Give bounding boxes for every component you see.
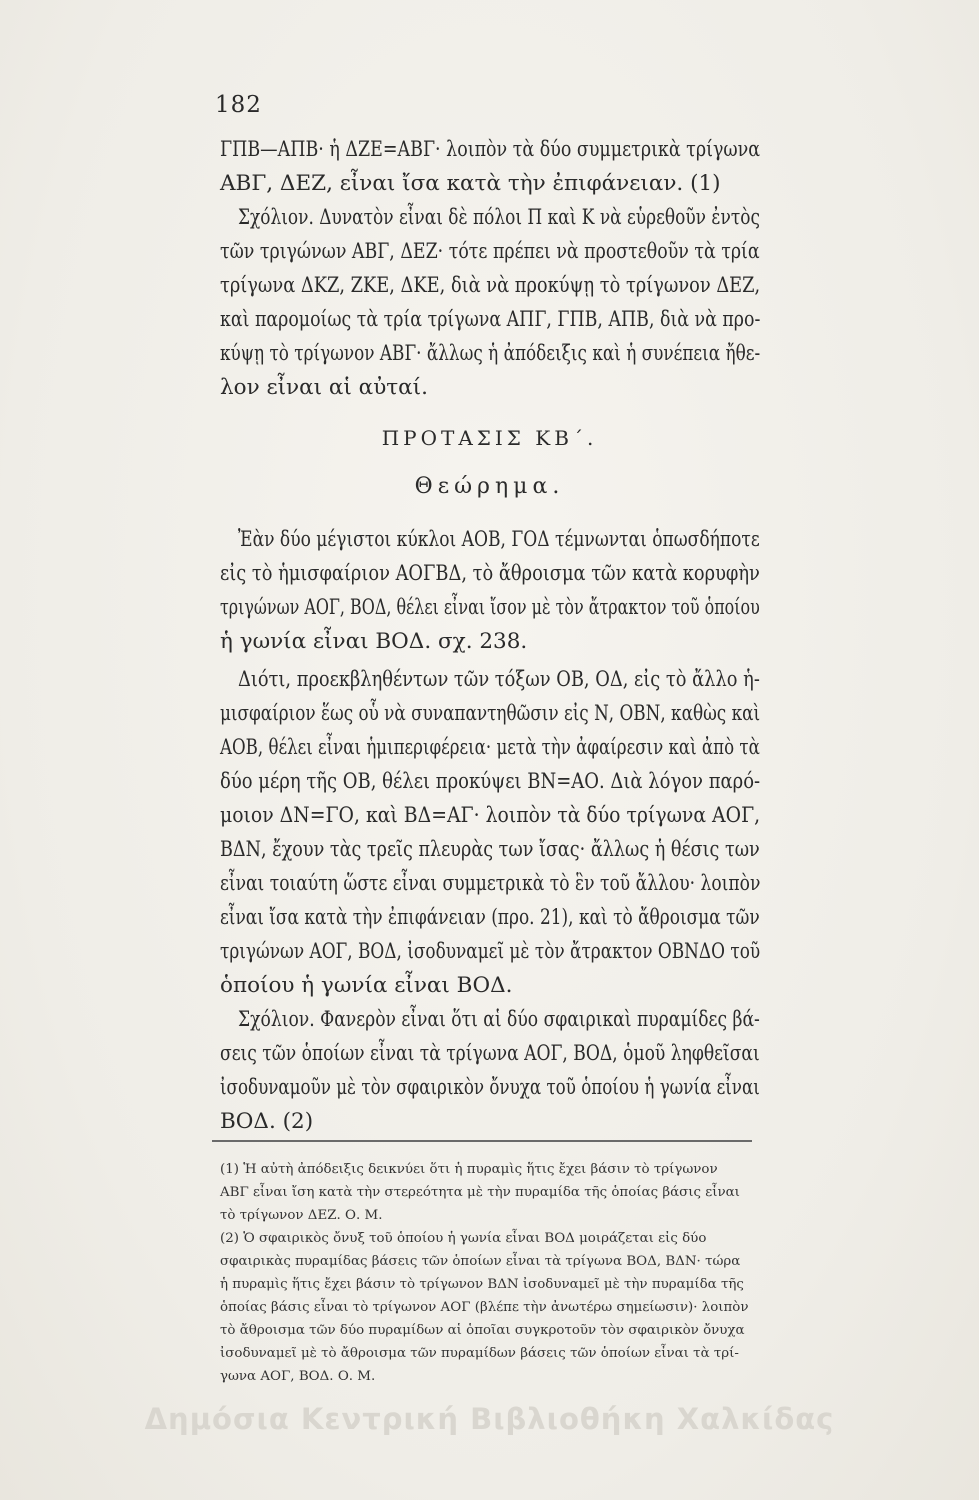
text-line: ΑΒΓ, ΔΕΖ, εἶναι ἴσα κατὰ τὴν ἐπιφάνειαν. (1) — [220, 171, 721, 196]
text-line: κύψῃ τὸ τρίγωνον ΑΒΓ· ἄλλως ἡ ἀπόδειξις καὶ ἡ συνέπεια ἤθε- — [220, 341, 761, 366]
footnote-line: (2) Ὁ σφαιρικὸς ὄνυξ τοῦ ὁποίου ἡ γωνία εἶναι ΒΟΔ μοιράζεται εἰς δύο — [220, 1231, 707, 1246]
footnote-line: (1) Ἡ αὐτὴ ἀπόδειξις δεικνύει ὅτι ἡ πυραμὶς ἥτις ἔχει βάσιν τὸ τρίγωνον — [220, 1162, 718, 1177]
text-line: ΒΟΔ. (2) — [220, 1109, 314, 1134]
text-line: τριγώνων ΑΟΓ, ΒΟΔ, θέλει εἶναι ἴσον μὲ τὸν ἄτρακτον τοῦ ὁποίου — [220, 595, 760, 620]
text-line: ΓΠΒ—ΑΠΒ· ἡ ΔΖΕ=ΑΒΓ· λοιπὸν τὰ δύο συμμετρικὰ τρίγωνα — [220, 137, 761, 162]
footnote-line: τὸ ἄθροισμα τῶν δύο πυραμίδων αἱ ὁποῖαι συγκροτοῦν τὸν σφαιρικὸν ὄνυχα — [220, 1323, 745, 1338]
text-line: μισφαίριον ἕως οὗ νὰ συναπαντηθῶσιν εἰς Ν, ΟΒΝ, καθὼς καὶ — [220, 701, 761, 726]
text-line: σεις τῶν ὁποίων εἶναι τὰ τρίγωνα ΑΟΓ, ΒΟΔ, ὁμοῦ ληφθεῖσαι — [220, 1041, 760, 1066]
text-line: εἰς τὸ ἡμισφαίριον ΑΟΓΒΔ, τὸ ἄθροισμα τῶν κατὰ κορυφὴν — [220, 561, 760, 586]
proposition-heading: ΠΡΟΤΑΣΙΣ ΚΒ΄. — [381, 426, 598, 450]
text-line: ἡ γωνία εἶναι ΒΟΔ. σχ. 238. — [220, 629, 528, 654]
text-line: Διότι, προεκβληθέντων τῶν τόξων ΟΒ, ΟΔ, εἰς τὸ ἄλλο ἡ- — [238, 667, 760, 692]
text-line: Ἐὰν δύο μέγιστοι κύκλοι ΑΟΒ, ΓΟΔ τέμνωνται ὁπωσδήποτε — [238, 527, 760, 552]
text-line: ΑΟΒ, θέλει εἶναι ἡμιπεριφέρεια· μετὰ τὴν ἀφαίρεσιν καὶ ἀπὸ τὰ — [220, 735, 760, 760]
footnote-line: γωνα ΑΟΓ, ΒΟΔ. Ο. Μ. — [220, 1369, 376, 1384]
footnote-line: ὁποίας βάσις εἶναι τὸ τρίγωνον ΑΟΓ (βλέπε τὴν ἀνωτέρω σημείωσιν)· λοιπὸν — [220, 1300, 749, 1315]
text-line: τρίγωνα ΔΚΖ, ΖΚΕ, ΔΚΕ, διὰ νὰ προκύψῃ τὸ τρίγωνον ΔΕΖ, — [220, 273, 761, 298]
theorem-subheading: Θεώρημα. — [414, 474, 565, 499]
footnote-line: ἰσοδυναμεῖ μὲ τὸ ἄθροισμα τῶν πυραμίδων βάσεις τῶν ὁποίων εἶναι τὰ τρί- — [220, 1346, 739, 1361]
text-line: τῶν τριγώνων ΑΒΓ, ΔΕΖ· τότε πρέπει νὰ προστεθοῦν τὰ τρία — [220, 239, 760, 264]
footnote-line: τὸ τρίγωνον ΔΕΖ. Ο. Μ. — [220, 1208, 383, 1223]
library-watermark: Δημόσια Κεντρική Βιβλιοθήκη Χαλκίδας — [144, 1402, 835, 1436]
text-line: ΒΔΝ, ἔχουν τὰς τρεῖς πλευρὰς των ἴσας· ἄλλως ἡ θέσις των — [220, 837, 760, 862]
text-line: εἶναι ἴσα κατὰ τὴν ἐπιφάνειαν (προ. 21), καὶ τὸ ἄθροισμα τῶν — [220, 905, 760, 930]
text-line: μοιον ΔΝ=ΓΟ, καὶ ΒΔ=ΑΓ· λοιπὸν τὰ δύο τρίγωνα ΑΟΓ, — [220, 803, 761, 828]
text-line: λον εἶναι αἱ αὐταί. — [220, 375, 428, 400]
text-line: καὶ παρομοίως τὰ τρία τρίγωνα ΑΠΓ, ΓΠΒ, ΑΠΒ, διὰ νὰ προ- — [220, 307, 761, 332]
footnote-line: σφαιρικὰς πυραμίδας βάσεις τῶν ὁποίων εἶναι τὰ τρίγωνα ΒΟΔ, ΒΔΝ· τώρα — [220, 1254, 741, 1269]
text-line: ὁποίου ἡ γωνία εἶναι ΒΟΔ. — [220, 973, 513, 998]
footnote-line: ΑΒΓ εἶναι ἴση κατὰ τὴν στερεότητα μὲ τὴν πυραμίδα τῆς ὁποίας βάσις εἶναι — [220, 1185, 740, 1200]
footnote-line: ἡ πυραμὶς ἥτις ἔχει βάσιν τὸ τρίγωνον ΒΔΝ ἰσοδυναμεῖ μὲ τὴν πυραμίδα τῆς — [220, 1277, 744, 1292]
text-line: Σχόλιον. Φανερὸν εἶναι ὅτι αἱ δύο σφαιρικαὶ πυραμίδες βά- — [238, 1007, 760, 1032]
text-line: ἰσοδυναμοῦν μὲ τὸν σφαιρικὸν ὄνυχα τοῦ ὁποίου ἡ γωνία εἶναι — [220, 1075, 760, 1100]
text-line: εἶναι τοιαύτη ὥστε εἶναι συμμετρικὰ τὸ ἓν τοῦ ἄλλου· λοιπὸν — [220, 871, 761, 896]
text-line: Σχόλιον. Δυνατὸν εἶναι δὲ πόλοι Π καὶ Κ νὰ εὑρεθοῦν ἐντὸς — [238, 205, 760, 230]
footnote-rule — [212, 1140, 752, 1142]
page-number: 182 — [215, 92, 262, 118]
text-line: τριγώνων ΑΟΓ, ΒΟΔ, ἰσοδυναμεῖ μὲ τὸν ἄτρακτον ΟΒΝΔΟ τοῦ — [220, 939, 761, 964]
text-line: δύο μέρη τῆς ΟΒ, θέλει προκύψει ΒΝ=ΑΟ. Διὰ λόγον παρό- — [220, 769, 761, 794]
